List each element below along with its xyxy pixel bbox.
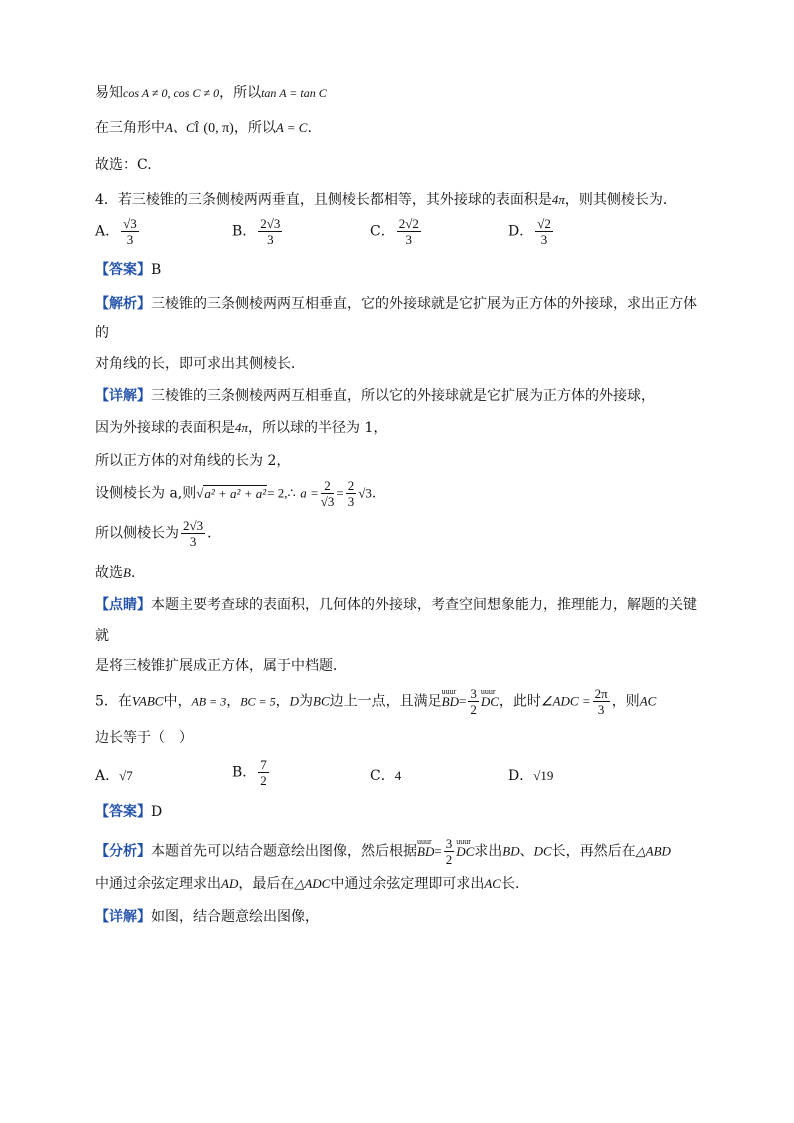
- q4-answer: [95, 260, 161, 280]
- math-text: √3: [358, 485, 372, 501]
- numerator: 2√3: [183, 518, 204, 533]
- denominator: 3: [267, 232, 274, 247]
- numerator: 2√2: [398, 216, 419, 231]
- text: 中，: [163, 693, 192, 710]
- option-b: [232, 757, 271, 788]
- vector-bd: [442, 687, 459, 717]
- math-bc: BC = 5: [240, 694, 276, 709]
- vector-label: DC: [456, 843, 475, 859]
- text: 如图，结合题意绘出图像，: [151, 909, 319, 925]
- math-var: D: [289, 693, 300, 709]
- text: 4．若三棱锥的三条侧棱两两垂直，且侧棱长都相等，其外接球的表面积是: [95, 192, 552, 208]
- math-var: AC: [639, 693, 657, 709]
- q4-remark: [95, 595, 697, 615]
- math-a-equals-c: A = C: [275, 120, 308, 135]
- text: 边长等于（ ）: [95, 730, 193, 746]
- text: 长.: [500, 876, 520, 892]
- q5-answer: [95, 802, 162, 822]
- text: ，此时: [498, 693, 541, 710]
- detail-tag: 【详解】: [95, 388, 151, 404]
- text: 边上一点，且满足: [329, 693, 442, 710]
- solution-line-1: [95, 83, 327, 103]
- math-ab: AB = 3: [191, 694, 227, 709]
- text: 为: [299, 693, 314, 710]
- answer-value: B: [151, 262, 162, 278]
- solution-choice: 故选：C.: [95, 157, 152, 173]
- text: 中通过余弦定理即可求出: [330, 876, 485, 892]
- vector-label: DC: [480, 693, 499, 709]
- vector-label: BD: [417, 843, 435, 859]
- fraction: [346, 478, 357, 509]
- math-surface-area: 4π: [551, 192, 565, 207]
- numerator: 2√3: [260, 216, 281, 231]
- q4-analysis: [95, 294, 697, 314]
- text: 在三角形中: [95, 120, 165, 136]
- text: 的: [95, 325, 109, 341]
- option-label: D．: [508, 223, 534, 240]
- math-text: =: [434, 843, 442, 859]
- option-label: A．: [95, 768, 120, 784]
- math-cos-condition: cos A ≠ 0, cos C ≠ 0: [123, 86, 220, 100]
- radicand: a² + a² + a²: [204, 485, 267, 501]
- option-a: [95, 765, 133, 785]
- option-value: √19: [533, 768, 554, 783]
- math-var: BC: [313, 693, 330, 709]
- text: ．: [207, 525, 222, 542]
- fraction: [181, 518, 205, 549]
- denominator: 3: [597, 702, 605, 717]
- math-var: AC: [484, 876, 501, 891]
- vector-mark: uuur: [480, 686, 496, 696]
- q5-detail: [95, 907, 319, 927]
- option-label: D．: [508, 768, 534, 784]
- vector-mark: uuur: [456, 836, 471, 846]
- fraction: [468, 686, 479, 717]
- sqrt-expression: √a² + a² + a²: [196, 485, 267, 501]
- answer-tag: 【答案】: [95, 804, 151, 820]
- option-label: B．: [232, 764, 257, 781]
- option-label: A．: [95, 223, 120, 240]
- vector-bd: [417, 837, 434, 867]
- text: .: [371, 485, 377, 502]
- vector-mark: uuur: [441, 686, 457, 696]
- text: ．: [130, 565, 145, 581]
- math-var: B: [123, 565, 131, 580]
- denominator: 3: [405, 232, 413, 247]
- math-triangle: △ABD: [635, 843, 671, 859]
- option-value: √7: [119, 768, 133, 783]
- numerator: 2: [321, 478, 335, 494]
- numerator: √3: [123, 216, 137, 231]
- text: 本题主要考查球的表面积，几何体的外接球，考查空间想象能力，推理能力，解题的关键: [151, 597, 697, 613]
- text: 易知: [95, 85, 123, 101]
- text: ，: [226, 693, 241, 710]
- text: .: [307, 120, 312, 136]
- analysis-tag: 【分析】: [95, 843, 151, 860]
- numerator: 3: [445, 836, 453, 851]
- option-a: [95, 216, 141, 247]
- remark-tag: 【点睛】: [95, 597, 151, 613]
- fraction: [258, 757, 269, 788]
- text: 中通过余弦定理求出: [95, 876, 221, 892]
- numerator: 2π: [594, 686, 608, 701]
- text: ，则其侧棱长为．: [564, 192, 677, 208]
- math-text: =: [459, 693, 467, 709]
- text: 对角线的长，即可求出其侧棱长．: [95, 356, 305, 372]
- math-tan-equal: tan A = tan C: [261, 86, 327, 100]
- text: 5．在: [95, 693, 132, 710]
- denominator: 3: [540, 232, 548, 247]
- fraction: [535, 216, 553, 247]
- text: ，所以球的半径为 1，: [248, 420, 388, 436]
- q4-detail: [95, 386, 655, 406]
- text: 设侧棱长为 a,则: [95, 485, 197, 502]
- vector-dc: [481, 687, 499, 717]
- text: 所以侧棱长为: [95, 525, 179, 542]
- denominator: 3: [189, 534, 197, 549]
- fraction: [593, 686, 610, 717]
- q5-analysis-line-2: [95, 874, 519, 894]
- vector-dc: [456, 837, 474, 867]
- text: 三棱锥的三条侧棱两两互相垂直，所以它的外接球就是它扩展为正方体的外接球，: [151, 388, 655, 404]
- option-d: [508, 216, 555, 247]
- math-var: BD: [502, 843, 520, 859]
- numerator: √2: [537, 216, 551, 231]
- denominator: 2: [470, 702, 477, 717]
- numerator: 3: [470, 686, 477, 701]
- denominator: 3: [126, 232, 134, 247]
- text: 、: [519, 843, 534, 860]
- denominator: √3: [320, 494, 335, 509]
- answer-value: D: [151, 804, 163, 820]
- text: 求出: [474, 843, 503, 860]
- option-label: B．: [232, 223, 257, 240]
- math-surface-area: 4π: [235, 420, 249, 435]
- option-label: C．: [370, 768, 395, 784]
- vector-label: BD: [441, 693, 460, 709]
- text: ，: [275, 693, 290, 710]
- numerator: 2: [347, 478, 355, 493]
- option-c: [370, 216, 423, 247]
- solution-line-2: [95, 118, 312, 139]
- text: 就: [95, 628, 109, 644]
- fraction: [121, 216, 139, 247]
- question-4-stem: [95, 190, 677, 210]
- text: ，最后在: [238, 876, 295, 892]
- denominator: 2: [445, 852, 453, 867]
- math-var: DC: [533, 843, 552, 859]
- detail-tag: 【详解】: [95, 909, 151, 925]
- text: ，则: [611, 693, 640, 710]
- text: 所以正方体的对角线的长为 2，: [95, 453, 291, 469]
- option-d: [508, 765, 553, 785]
- denominator: 2: [260, 773, 267, 788]
- fraction: [397, 216, 421, 247]
- math-triangle: △ADC: [294, 876, 331, 891]
- numerator: 7: [260, 757, 267, 772]
- q4-detail-line-6: [95, 563, 145, 583]
- text: 本题首先可以结合题意绘出图像，然后根据: [151, 843, 417, 860]
- q5-analysis: [95, 836, 671, 867]
- fraction: [258, 216, 282, 247]
- text: 是将三棱锥扩展成正方体，属于中档题．: [95, 658, 347, 674]
- vector-mark: uuur: [417, 836, 432, 846]
- text: 因为外接球的表面积是: [95, 420, 235, 436]
- math-text: =: [336, 485, 344, 501]
- option-b: [232, 216, 284, 247]
- math-var: AD: [221, 876, 239, 891]
- option-c: [370, 765, 401, 785]
- math-var: a =: [300, 485, 319, 501]
- math-text: = 2,∴: [267, 485, 296, 501]
- q4-detail-line-5: [95, 518, 221, 549]
- q4-detail-line-4: [95, 478, 376, 509]
- fraction: [444, 836, 455, 867]
- denominator: 3: [347, 494, 355, 509]
- text: ，所以: [219, 85, 262, 101]
- question-5-stem: [95, 686, 656, 717]
- analysis-tag: 【解析】: [95, 296, 151, 312]
- text: ，所以: [233, 120, 276, 136]
- text: 三棱锥的三条侧棱两两互相垂直，它的外接球就是它扩展为正方体的外接球，求出正方体: [151, 296, 697, 312]
- option-value: 4: [394, 768, 402, 783]
- answer-tag: 【答案】: [95, 262, 151, 278]
- math-symbol: Î: [194, 120, 199, 135]
- text: 故选: [95, 565, 123, 581]
- math-angles: A、C: [165, 120, 195, 135]
- text: 长，再然后在: [551, 843, 636, 860]
- math-triangle: VABC: [131, 693, 164, 709]
- fraction: [321, 478, 335, 509]
- math-interval: (0, π): [203, 121, 234, 136]
- option-label: C．: [370, 223, 395, 240]
- q4-detail-line-2: [95, 418, 387, 438]
- math-angle: ∠ADC =: [540, 693, 591, 709]
